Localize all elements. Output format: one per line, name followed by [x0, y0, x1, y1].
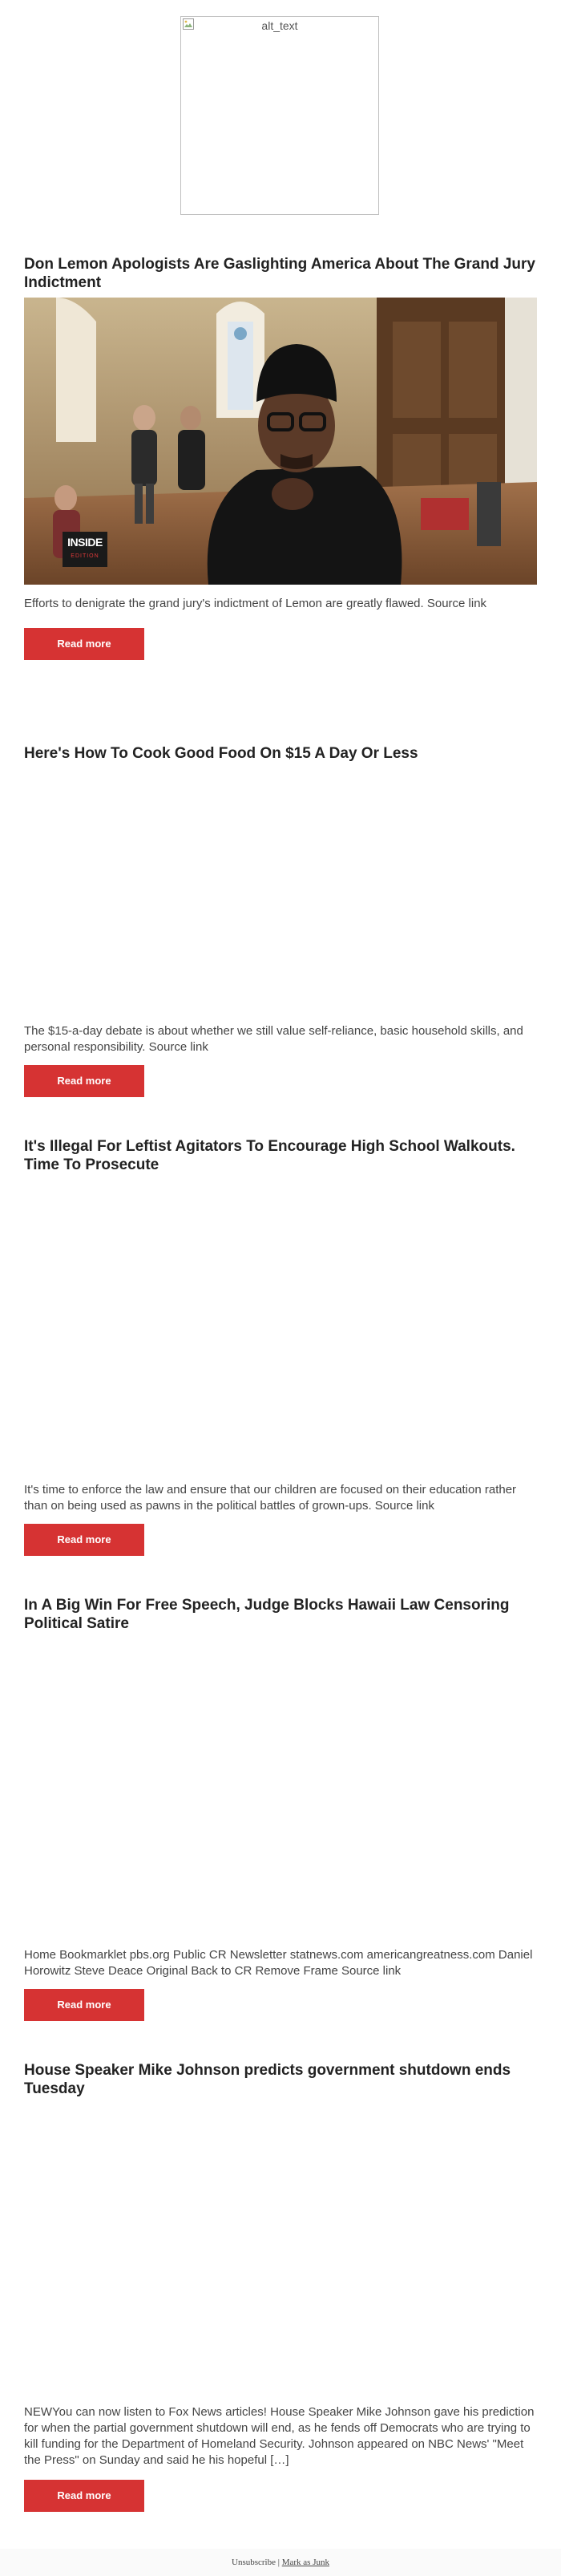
unsubscribe-link[interactable]: Unsubscribe	[232, 2558, 276, 2567]
article-4	[24, 1596, 537, 2011]
article-image[interactable]	[24, 1638, 537, 1926]
article-3	[24, 1137, 537, 1545]
read-more-button[interactable]: Read more	[24, 1989, 144, 2021]
footer	[0, 2549, 561, 2576]
logo-image-broken	[180, 16, 379, 215]
article-summary: Home Bookmarklet pbs.org Public CR Newsletter statnews.com americangreatness.com Daniel Horowitz Steve Deace Original Back to CR Remove Frame Source link	[24, 1948, 533, 1978]
read-more-button[interactable]: Read more	[24, 1065, 144, 1097]
inside-edition-badge: INSIDE EDITION	[63, 532, 107, 567]
read-more-button[interactable]: Read more	[24, 628, 144, 660]
article-1	[24, 255, 537, 650]
article-summary: It's time to enforce the law and ensure that our children are focused on their education rather than on being used as pawns in the political battles of grown-ups. Source link	[24, 1483, 517, 1513]
article-2	[24, 744, 537, 1087]
article-image[interactable]	[24, 2104, 537, 2391]
mark-as-junk-link[interactable]: Mark as Junk	[281, 2558, 329, 2567]
article-title[interactable]: Don Lemon Apologists Are Gaslighting America About The Grand Jury Indictment	[24, 256, 535, 291]
article-image[interactable]	[24, 298, 537, 585]
article-image[interactable]	[24, 768, 537, 1055]
read-more-button[interactable]: Read more	[24, 1524, 144, 1556]
read-more-button[interactable]: Read more	[24, 2480, 144, 2512]
article-title[interactable]: It's Illegal For Leftist Agitators To Encourage High School Walkouts. Time To Prosecute	[24, 1138, 515, 1173]
broken-image-icon	[183, 18, 194, 30]
article-image[interactable]	[24, 1180, 537, 1467]
logo-alt-text: alt_text	[261, 19, 298, 32]
article-5	[24, 2061, 537, 2501]
footer-separator: |	[277, 2558, 280, 2567]
article-title[interactable]: House Speaker Mike Johnson predicts government shutdown ends Tuesday	[24, 2062, 511, 2097]
article-title[interactable]: Here's How To Cook Good Food On $15 A Day Or Less	[24, 745, 418, 762]
article-summary: The $15-a-day debate is about whether we still value self-reliance, basic household skills, and personal responsibility. Source link	[24, 1024, 523, 1054]
logo-area	[0, 0, 561, 225]
article-summary: Efforts to denigrate the grand jury's indictment of Lemon are greatly flawed. Source link	[24, 597, 487, 610]
article-title[interactable]: In A Big Win For Free Speech, Judge Blocks Hawaii Law Censoring Political Satire	[24, 1597, 510, 1632]
article-summary: NEWYou can now listen to Fox News articles! House Speaker Mike Johnson gave his prediction for when the partial government shutdown will end, as he fends off Democrats who are trying to kill funding for the Department of Homeland Security. Johnson appeared on NBC News' "Meet the Press" on Sunday and said he his hopeful […]	[24, 2405, 535, 2467]
